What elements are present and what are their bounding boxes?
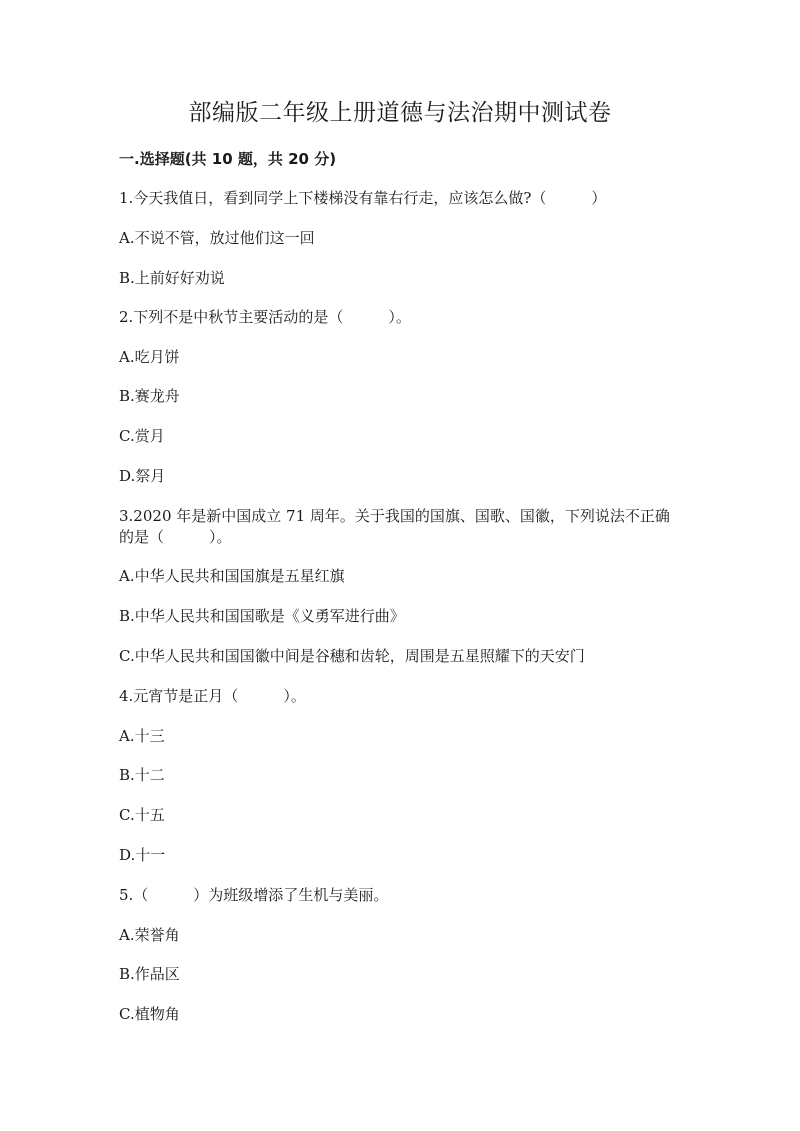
question-4-option-b: B.十二 — [119, 766, 165, 784]
question-5-option-b: B.作品区 — [119, 965, 180, 983]
question-5-option-c: C.植物角 — [119, 1005, 180, 1023]
question-2-option-a: A.吃月饼 — [119, 348, 180, 366]
question-3-stem: 3.2020 年是新中国成立 71 周年。关于我国的国旗、国歌、国徽，下列说法不正确的是（ ）。 — [119, 507, 670, 546]
question-4-option-d: D.十一 — [119, 846, 166, 864]
question-1-option-b: B.上前好好劝说 — [119, 269, 225, 287]
document-title: 部编版二年级上册道德与法治期中测试卷 — [188, 100, 612, 126]
question-2-option-b: B.赛龙舟 — [119, 387, 180, 405]
question-4-stem: 4.元宵节是正月（ ）。 — [119, 687, 306, 705]
question-4-option-c: C.十五 — [119, 806, 165, 824]
question-5-stem: 5.（ ）为班级增添了生机与美丽。 — [119, 886, 389, 904]
question-2-option-d: D.祭月 — [119, 467, 166, 485]
question-3-option-a: A.中华人民共和国国旗是五星红旗 — [119, 567, 345, 585]
question-1-option-a: A.不说不管，放过他们这一回 — [119, 229, 315, 247]
question-5-option-a: A.荣誉角 — [119, 926, 180, 944]
section-heading: 一.选择题(共 10 题，共 20 分) — [119, 150, 337, 168]
question-2-stem: 2.下列不是中秋节主要活动的是（ ）。 — [119, 308, 411, 326]
question-1-stem: 1.今天我值日，看到同学上下楼梯没有靠右行走，应该怎么做?（ ） — [119, 189, 607, 207]
question-2-option-c: C.赏月 — [119, 427, 165, 445]
question-3-option-c: C.中华人民共和国国徽中间是谷穗和齿轮，周围是五星照耀下的天安门 — [119, 647, 585, 665]
question-3-option-b: B.中华人民共和国国歌是《义勇军进行曲》 — [119, 607, 405, 625]
question-4-option-a: A.十三 — [119, 727, 165, 745]
